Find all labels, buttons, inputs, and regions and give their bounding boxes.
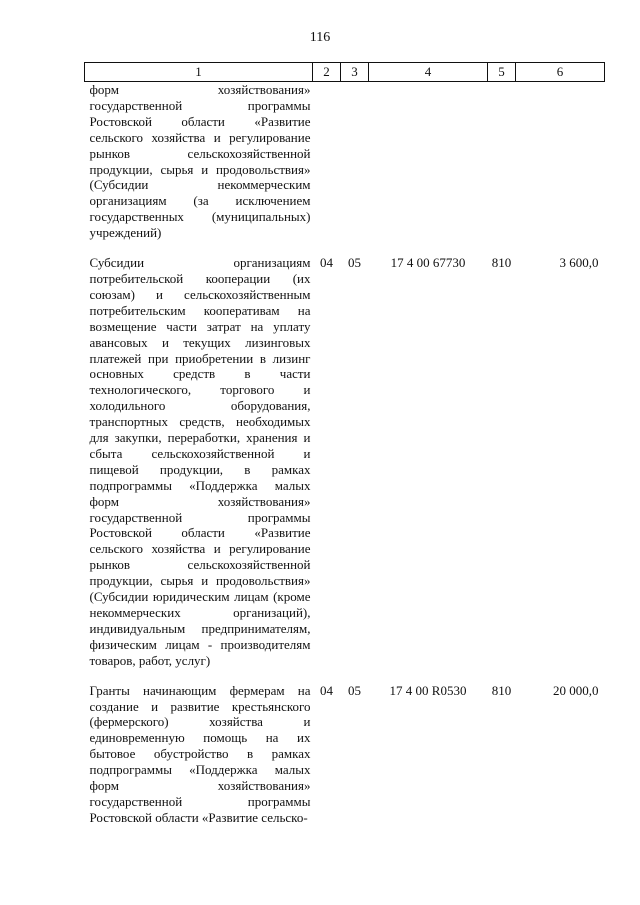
row-section [313,82,341,242]
row-subsection: 05 [348,255,361,271]
header-row [85,63,605,82]
row-description: форм хозяйствования» государственной программы Ростовской области «Развитие сельского хозяйства и регулирование рынков сельскохозяйственной продукции, сырья и продовольствия» (Субсидии некоммерческим организациям (за исключением государственных (муниципальных) учреждений) [89,82,311,241]
row-amount: 3 600,0 [559,255,599,271]
row-amount: 20 000,0 [553,682,599,698]
budget-table [84,62,605,826]
row-description: Гранты начинающим фермерам на создание и развитие крестьянского (фермерского) хозяйства и единовременную помощь на их бытовое обустройство в рамках подпрограммы «Поддержка малых форм хозяйствования» государственной программы Ростовской области «Развитие сельско- [89,682,311,825]
column-header-3: 3 [341,63,369,82]
row-spacer [85,669,605,683]
row-amount [516,82,605,242]
row-target-article: 17 4 00 R0530 [389,682,467,698]
row-section: 04 [320,682,333,698]
table-row [85,255,605,669]
row-subsection [341,82,369,242]
row-target-article: 17 4 00 67730 [390,255,466,271]
row-subsection: 05 [348,682,361,698]
row-spacer [85,241,605,255]
column-header-1: 1 [85,63,313,82]
column-header-5: 5 [488,63,516,82]
table-body [85,82,605,826]
page-number: 116 [309,30,331,45]
row-expense-type [488,82,516,242]
column-header-2: 2 [313,63,341,82]
table-row [85,82,605,242]
row-expense-type: 810 [491,255,512,271]
row-description: Субсидии организациям потребительской кооперации (их союзам) и сельскохозяйственным потребительским кооперативам на возмещение части затрат на уплату авансовых и текущих лизинговых платежей при приобретении в лизинг основных средств в части технологического, торгового и холодильного оборудования, транспортных средств, необходимых для закупки, переработки, хранения и сбыта сельскохозяйственной и пищевой продукции, в рамках подпрограммы «Поддержка малых форм хозяйствования» государственной программы Ростовской области «Развитие сельского хозяйства и регулирование рынков сельскохозяйственной продукции, сырья и продовольствия» (Субсидии юридическим лицам (кроме некоммерческих организаций), индивидуальным предпринимателям, физическим лицам - производителям товаров, работ, услуг) [89,255,311,668]
row-target-article [369,82,488,242]
row-expense-type: 810 [491,682,512,698]
table-row [85,683,605,826]
column-header-4: 4 [369,63,488,82]
column-header-6: 6 [516,63,605,82]
table-header [85,63,605,82]
row-section: 04 [320,255,333,271]
